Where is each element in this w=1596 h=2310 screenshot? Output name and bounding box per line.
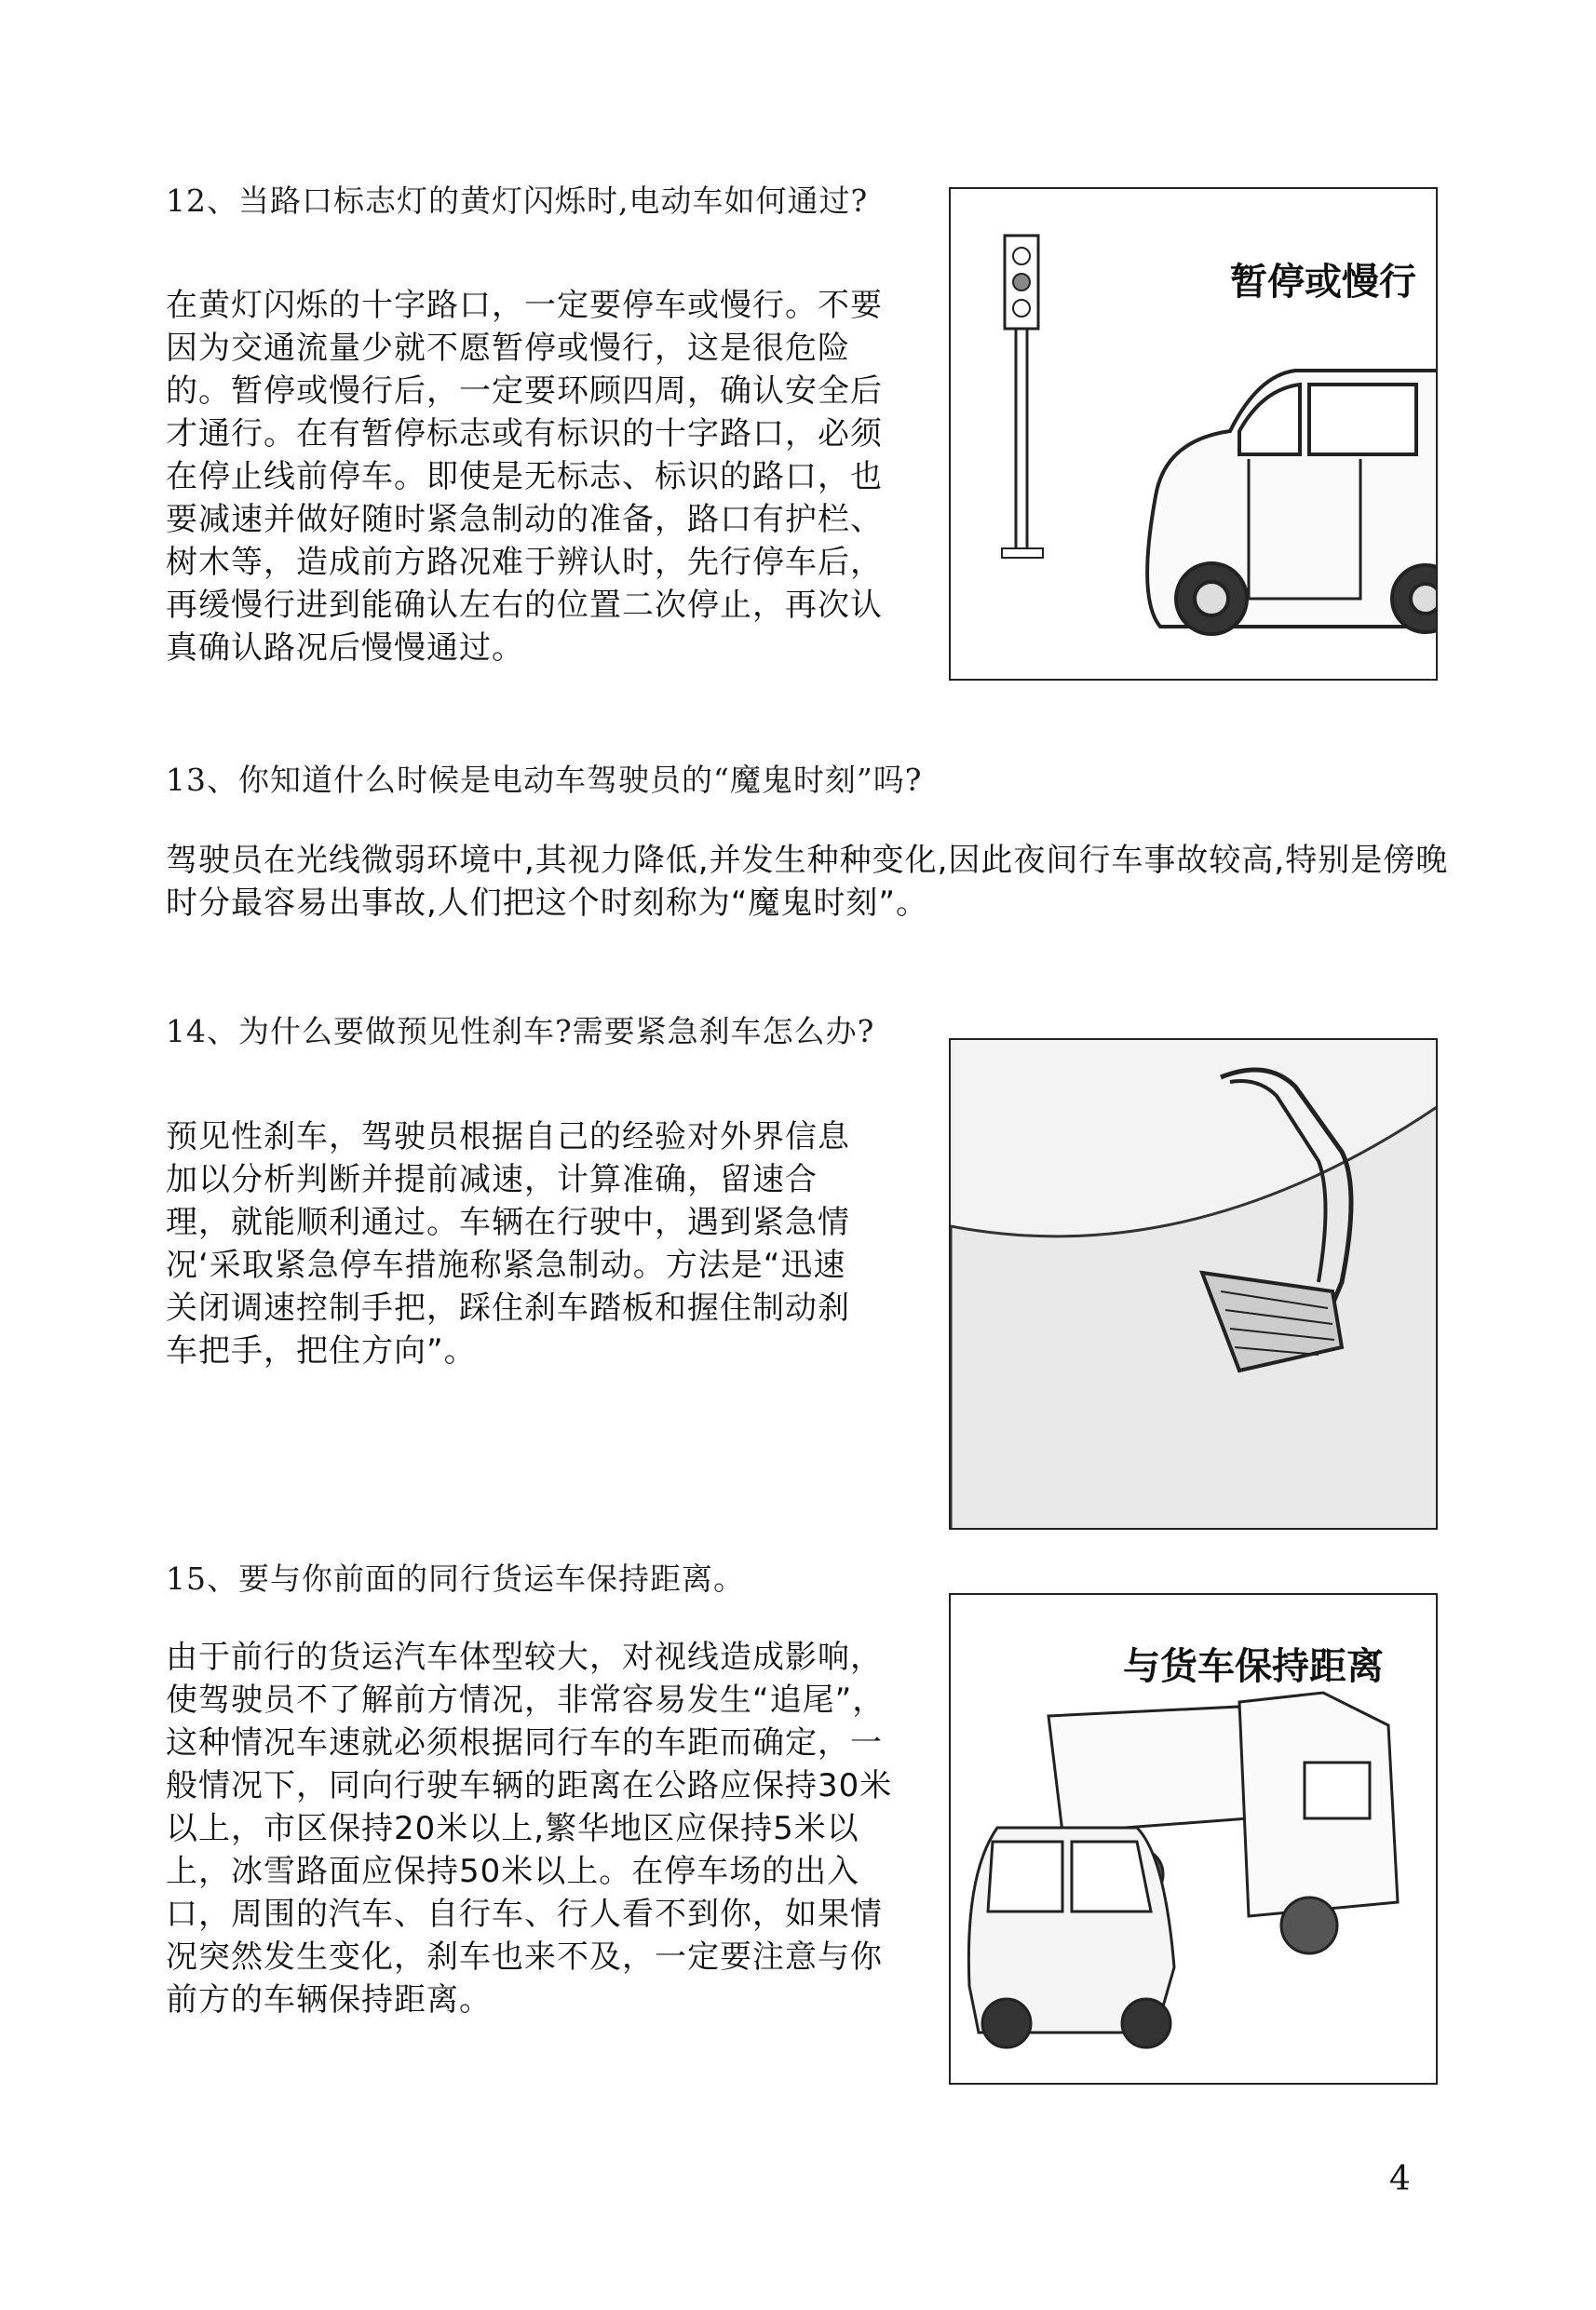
image-traffic-light-car [949,187,1438,681]
answer-14: 预见性刹车，驾驶员根据自己的经验对外界信息加以分析判断并提前减速，计算准确，留速合理，就能顺利通过。车辆在行驶中，遇到紧急情况‘采取紧急停车措施称紧急制动。方法是“迅速关闭调速控制手把，踩住刹车踏板和握住制动刹车把手，把住方向”。 [166,1118,850,1370]
answer-12: 在黄灯闪烁的十字路口，一定要停车或慢行。不要因为交通流量少就不愿暂停或慢行，这是很危险的。暂停或慢行后，一定要环顾四周，确认安全后才通行。在有暂停标志或有标识的十字路口，必须在停止线前停车。即使是无标志、标识的路口，也要减速并做好随时紧急制动的准备，路口有护栏、树木等，造成前方路况难于辨认时，先行停车后，再缓慢行进到能确认左右的位置二次停止，再次认真确认路况后慢慢通过。 [166,287,883,667]
electric-car-drawing [1147,371,1438,634]
small-car-drawing [968,1828,1174,2047]
brake-pedal-illustration [951,1040,1438,1530]
page-number: 4 [1389,2160,1411,2198]
image-brake-pedal [949,1038,1438,1530]
question-13: 13、你知道什么时候是电动车驾驶员的“魔鬼时刻”吗? [166,762,923,798]
answer-13: 驾驶员在光线微弱环境中,其视力降低,并发生种种变化,因此夜间行车事故较高,特别是傍晚时分最容易出事故,人们把这个时刻称为“魔鬼时刻”。 [166,842,1449,922]
question-14: 14、为什么要做预见性刹车?需要紧急刹车怎么办? [166,1013,875,1049]
image-truck-distance [949,1593,1438,2085]
image-caption-12: 暂停或慢行 [1230,261,1416,304]
question-12: 12、当路口标志灯的黄灯闪烁时,电动车如何通过? [166,182,869,219]
pole-base [1002,548,1043,558]
traffic-light-pole [1016,329,1027,550]
answer-15: 由于前行的货运汽车体型较大，对视线造成影响，使驾驶员不了解前方情况，非常容易发生“追尾”，这种情况车速就必须根据同行车的车距而确定，一般情况下，同向行驶车辆的距离在公路应保持30米以上，市区保持20米以上,繁华地区应保持5米以上，冰雪路面应保持50米以上。在停车场的出入口，周围的汽车、自行车、行人看不到你，如果情况突然发生变化，刹车也来不及，一定要注意与你前方的车辆保持距离。 [166,1639,893,2019]
light-top [1013,248,1030,264]
question-15: 15、要与你前面的同行货运车保持距离。 [166,1560,745,1597]
light-bottom [1013,300,1030,317]
image-caption-15: 与货车保持距离 [1123,1645,1384,1688]
light-middle [1013,274,1030,290]
